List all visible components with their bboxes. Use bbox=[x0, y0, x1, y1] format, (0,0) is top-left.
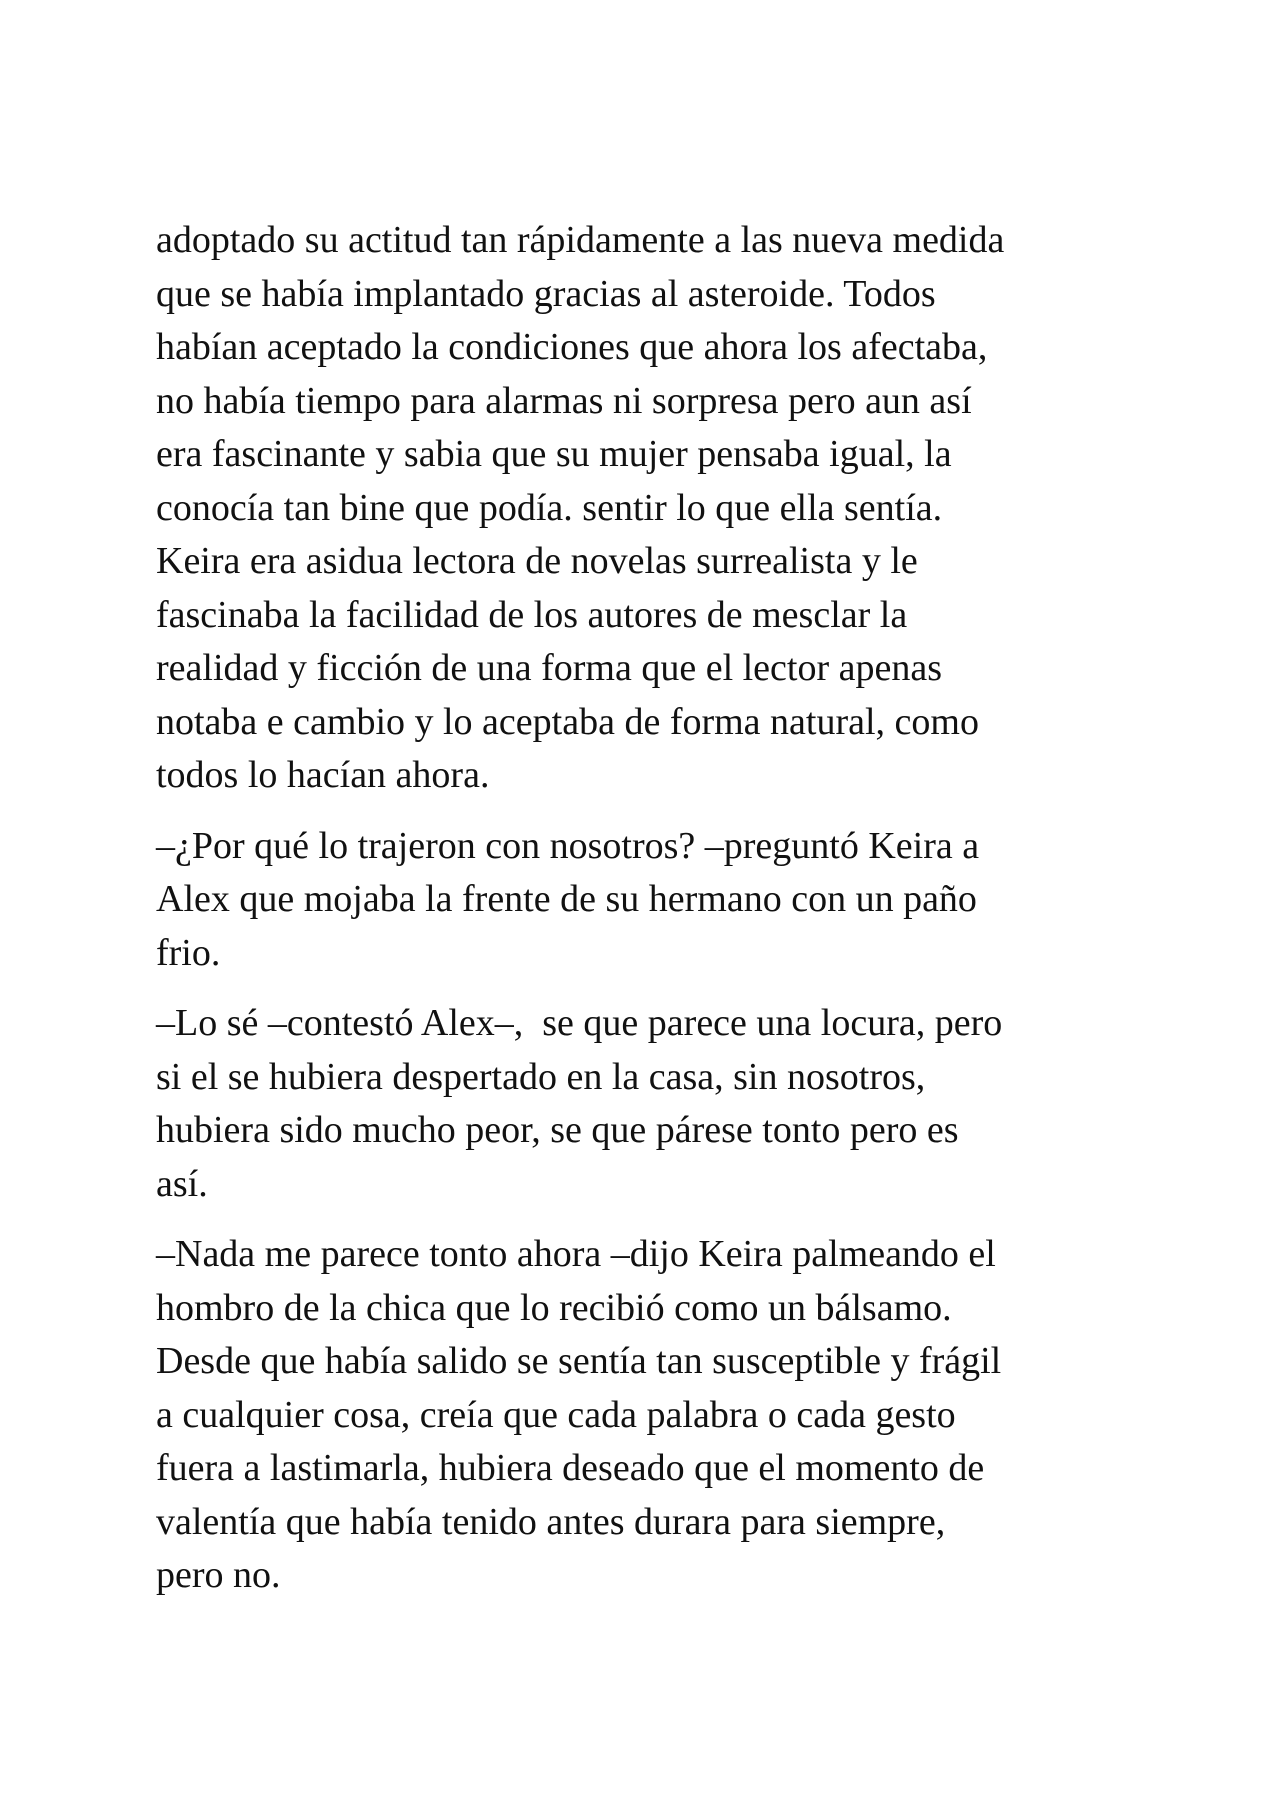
text-line: hombro de la chica que lo recibió como un bálsamo. bbox=[156, 1286, 952, 1329]
text-line: –¿Por qué lo trajeron con nosotros? –preguntó Keira a bbox=[156, 824, 980, 867]
text-line: –Nada me parece tonto ahora –dijo Keira palmeando el bbox=[156, 1233, 996, 1275]
text-line: –Lo sé –contestó Alex–, se que parece una locura, pero bbox=[156, 1002, 1003, 1044]
text-line: Alex que mojaba la frente de su hermano con un paño bbox=[156, 878, 977, 920]
text-line: adoptado su actitud tan rápidamente a las nueva medida bbox=[156, 219, 1005, 261]
text-line: era fascinante y sabia que su mujer pensaba igual, la bbox=[156, 433, 952, 475]
text-line: Desde que había salido se sentía tan susceptible y frágil bbox=[156, 1340, 1002, 1382]
text-line: fuera a lastimarla, hubiera deseado que el momento de bbox=[156, 1447, 985, 1489]
text-line: así. bbox=[156, 1162, 208, 1205]
text-line: frio. bbox=[156, 931, 221, 974]
text-line: no había tiempo para alarmas ni sorpresa pero aun así bbox=[156, 379, 972, 422]
paragraph-narration bbox=[156, 214, 1166, 803]
text-line: todos lo hacían ahora. bbox=[156, 754, 490, 796]
text-line: hubiera sido mucho peor, se que párese tonto pero es bbox=[156, 1109, 959, 1151]
text-line: que se había implantado gracias al asteroide. Todos bbox=[156, 272, 936, 315]
text-line: Keira era asidua lectora de novelas surrealista y le bbox=[156, 540, 918, 582]
text-line: notaba e cambio y lo aceptaba de forma natural, como bbox=[156, 700, 979, 743]
text-line: realidad y ficción de una forma que el lector apenas bbox=[156, 647, 943, 689]
text-line: valentía que había tenido antes durara para siempre, bbox=[156, 1500, 946, 1543]
paragraph-dialogue-keira-question bbox=[156, 820, 1166, 981]
text-line: conocía tan bine que podía. sentir lo que ella sentía. bbox=[156, 486, 943, 529]
text-line: habían aceptado la condiciones que ahora los afectaba, bbox=[156, 326, 988, 368]
text-line: si el se hubiera despertado en la casa, sin nosotros, bbox=[156, 1055, 926, 1098]
text-line: fascinaba la facilidad de los autores de mesclar la bbox=[156, 593, 908, 636]
paragraph-dialogue-keira-reply bbox=[156, 1228, 1166, 1603]
text-line: a cualquier cosa, creía que cada palabra o cada gesto bbox=[156, 1393, 956, 1436]
document-page bbox=[156, 214, 1166, 1620]
paragraph-dialogue-alex-answer bbox=[156, 997, 1166, 1211]
text-line: pero no. bbox=[156, 1554, 281, 1596]
